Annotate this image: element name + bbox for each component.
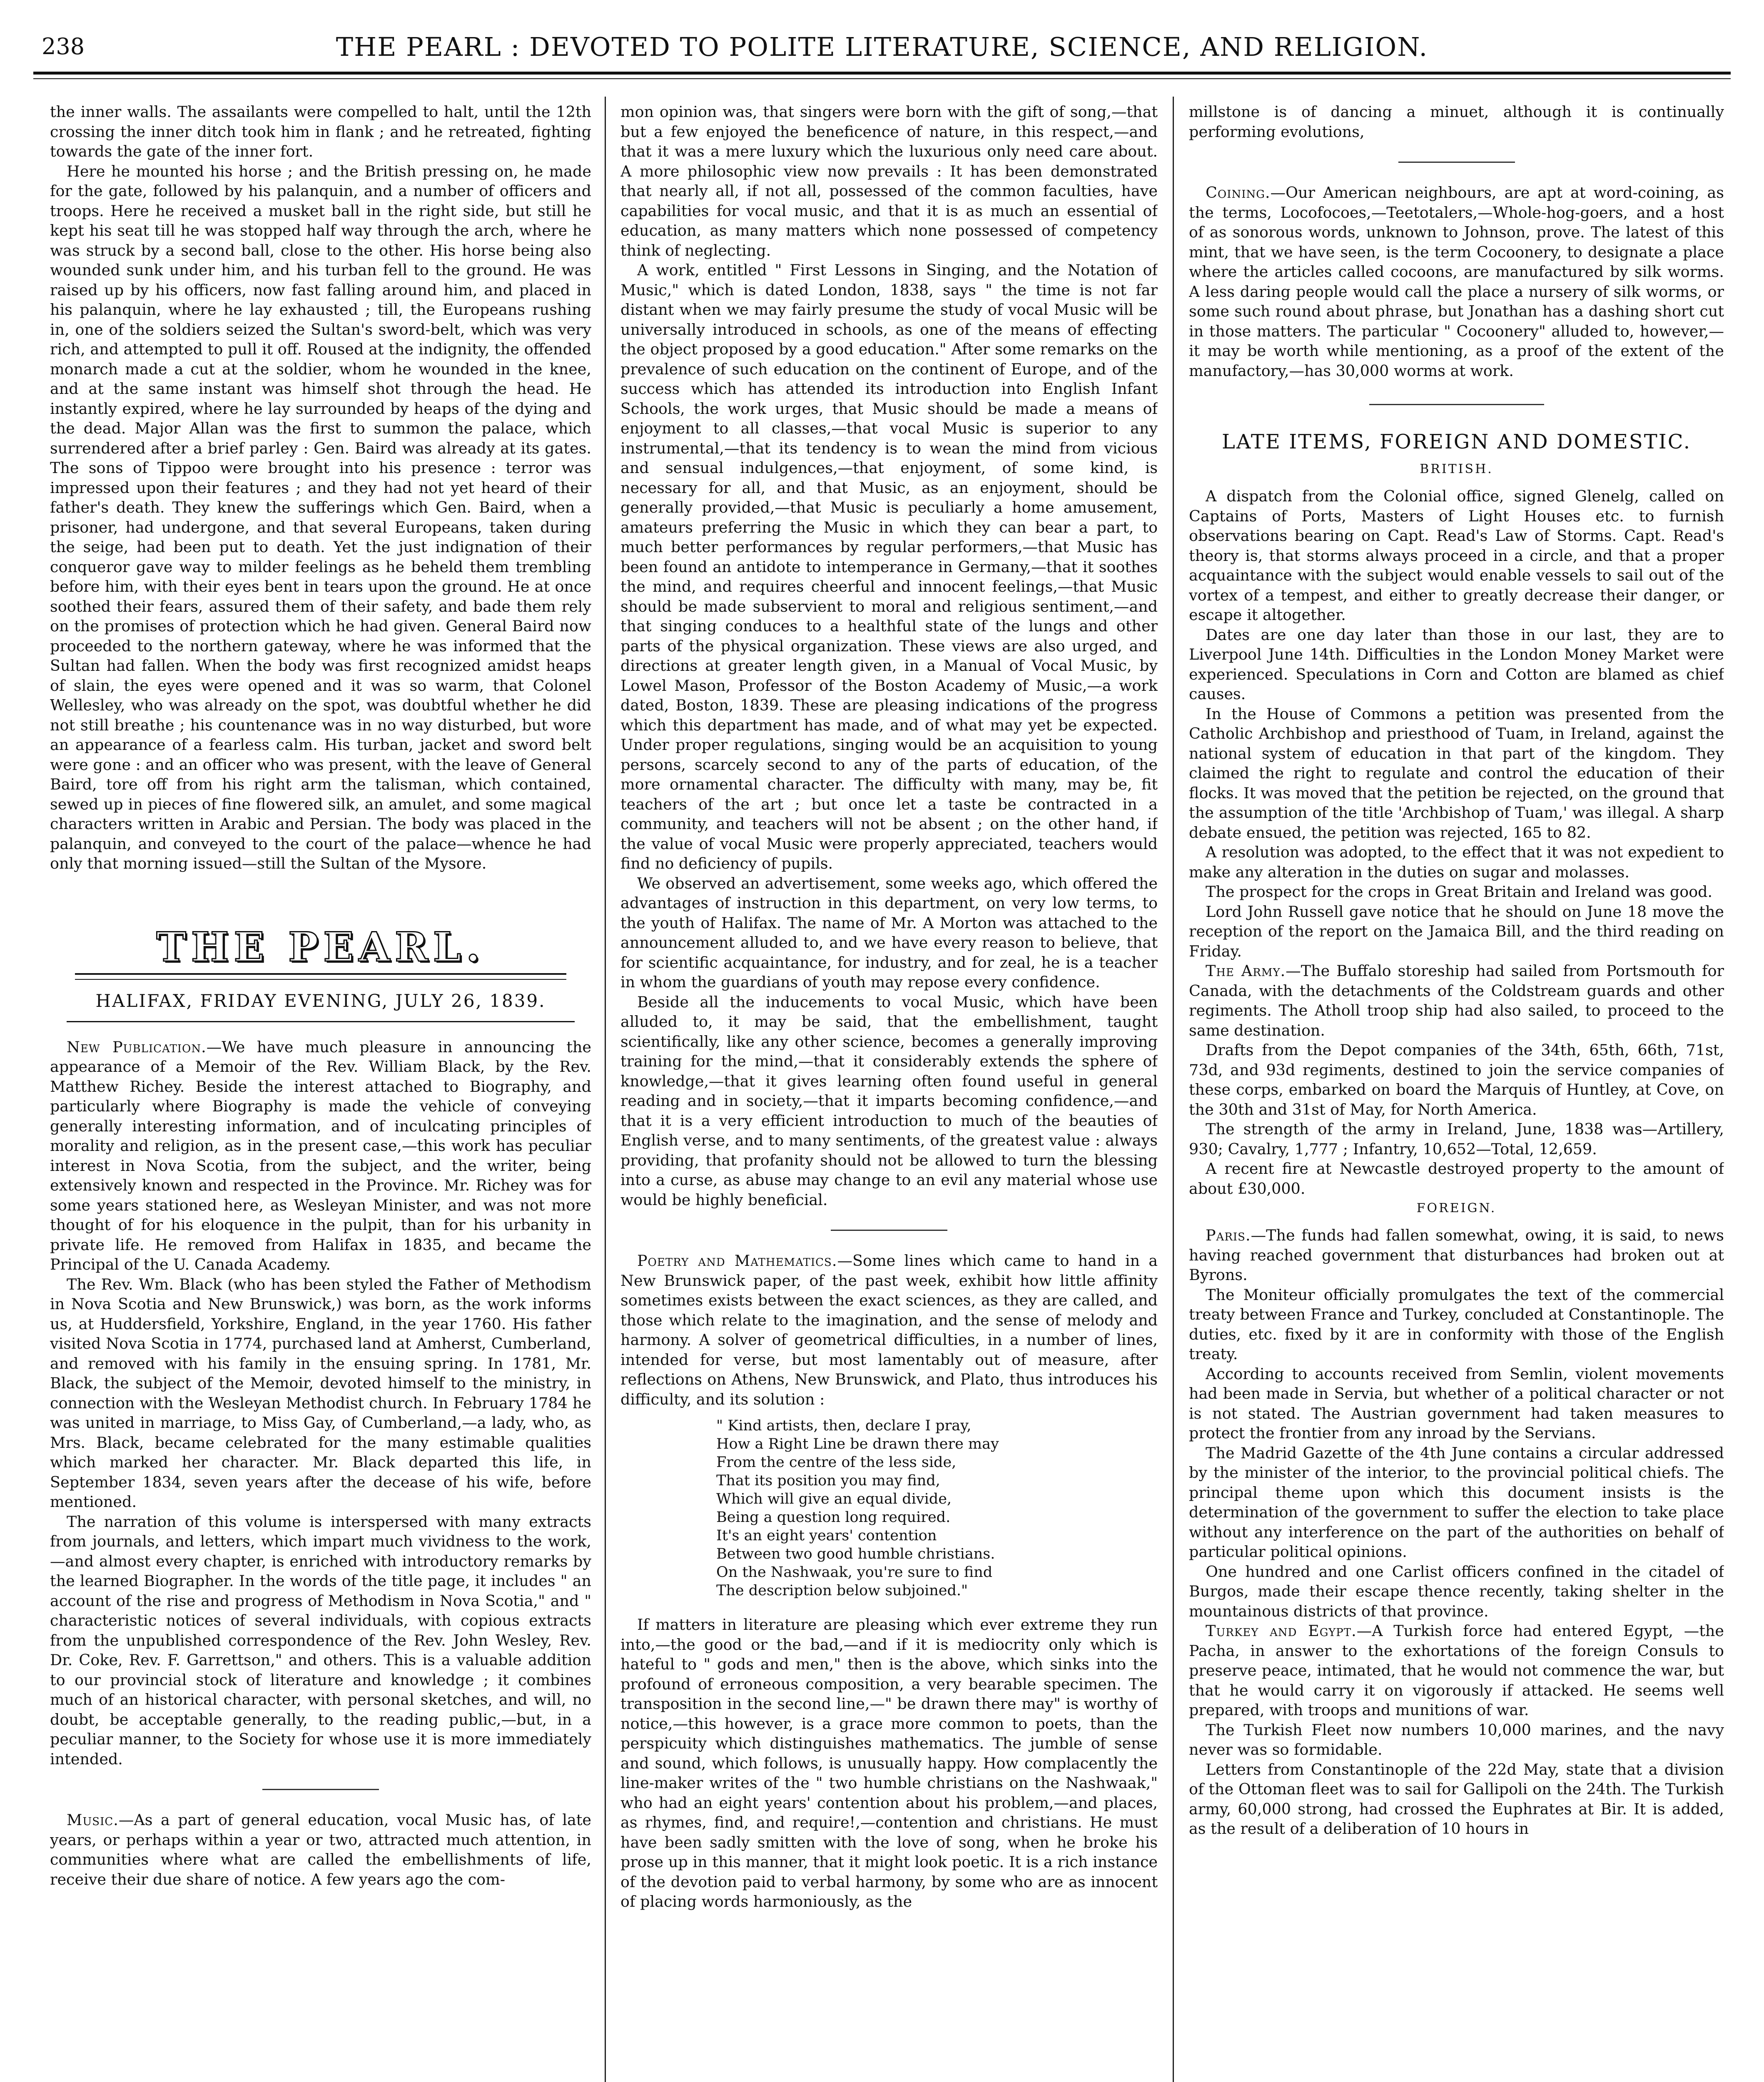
masthead-rule <box>75 973 566 980</box>
article-lead: The Army. <box>1206 962 1286 980</box>
article-body: —As a part of general education, vocal Music has, of late years, or perhaps within a year or two, attracted much attention, in communities where what are called the embellishments of life, receive their due share of notice. A few years ago the com- <box>50 1811 591 1888</box>
article-text: If matters in literature are pleasing which ever extreme they run into,—the good or the bad,—and if it is mediocrity only which is hateful to " gods and men," then is the above, which sinks into the profound of erroneous composition, a very bearable specimen. The transposition in the second line,—" be drawn there may" is worthy of notice,—this however, is a grace more common to poets, than the perspicuity which distinguishes mathematics. The jumble of sense and sound, which follows, is unusually happy. How complacently the line-maker writes of the " two humble christians on the Nashwaak," who had an eight years' contention about his problem,—and places, as rhymes, find, and require!,—contention and christians. He must have been sadly smitten with the love of song, when he broke his prose up in this manner, that it might look poetic. It is a rich instance of the devotion paid to verbal harmony, by some who are as innocent of placing words harmoniously, as the <box>620 1616 1158 1910</box>
article-paragraph <box>50 1810 591 1889</box>
article-body: —We have much pleasure in announcing the appearance of a Memoir of the Rev. William Black, by the Rev. Matthew Richey. Beside the interest attached to Biography, and particularly where Biography is made the vehicle of conveying generally interesting information, and of inculcating principles of morality and religion, as in the present case,—this work has peculiar interest in Nova Scotia, from the subject, and the writer, being extensively known and respected in the Province. Mr. Richey was for some years stationed here, as Wesleyan Minister, and was not more thought of for his eloquence in the pulpit, than for his urbanity in private life. He removed from Halifax in 1835, and became the Principal of the U. Canada Academy. <box>50 1038 591 1273</box>
header-rule-thin <box>33 78 1731 79</box>
masthead-dateline: HALIFAX, FRIDAY EVENING, JULY 26, 1839. <box>95 990 546 1011</box>
article-lead: Paris. <box>1206 1226 1251 1244</box>
article-paragraph <box>50 1037 591 1275</box>
column-divider-2 <box>1173 97 1174 2082</box>
newspaper-title: THE PEARL : DEVOTED TO POLITE LITERATURE, SCIENCE, AND RELIGION. <box>336 32 1428 62</box>
article-lead: Poetry and Mathematics. <box>637 1252 837 1270</box>
article-body: —The Buffalo storeship had sailed from Portsmouth for Canada, with the detachments of the Coldstream guards and other regiments. The Atholl troop ship had also sailed, to proceed to the same destination. <box>1189 962 1724 1039</box>
masthead-rule-bottom <box>67 1021 575 1022</box>
article-text: mon opinion was, that singers were born with the gift of song,—that but a few enjoyed the beneficence of nature, in this respect,—and that it was a mere luxury which the luxurious only need care about. A more philosophic view now prevails : It has been demonstrated that nearly all, if not all, possessed of the common faculties, have capabilities for vocal music, and that it is as much an essential of education, as many matters which none possessed of competency think of neglecting. <box>620 103 1158 259</box>
article-body: —The funds had fallen somewhat, owing, it is said, to news having reached government that disturbances had broken out at Byrons. <box>1189 1226 1724 1284</box>
column-2 <box>620 102 1158 2082</box>
article-text: The Rev. Wm. Black (who has been styled the Father of Methodism in Nova Scotia and New Brunswick,) was born, as the work informs us, at Huddersfield, Yorkshire, England, in the year 1760. His father visited Nova Scotia in 1774, purchased land at Amherst, Cumberland, and removed with his family in the ensuing spring. In 1781, Mr. Black, the subject of the Memoir, devoted himself to the ministry, in connection with the Wesleyan Methodist church. In February 1784 he was united in marriage, to Miss Gay, of Cumberland,—a lady, who, as Mrs. Black, became celebrated for the many estimable qualities which marked her character. Mr. Black departed this life, in September 1834, seven years after the decease of his wife, before mentioned. <box>50 1275 591 1511</box>
section-separator <box>262 1789 379 1790</box>
news-item: Letters from Constantinople of the 22d May, state that a division of the Ottoman fleet was to sail for Gallipoli on the 24th. The Turkish army, 60,000 strong, had crossed the Euphrates at Bir. It is added, as the result of a deliberation of 10 hours in <box>1189 1760 1724 1838</box>
section-separator <box>1398 162 1515 163</box>
news-item: A resolution was adopted, to the effect that it was not expedient to make any alteration in the duties on sugar and molasses. <box>1189 843 1724 881</box>
article-lead: Coining. <box>1206 184 1271 202</box>
column-1 <box>50 102 591 2082</box>
subsection-heading-foreign: FOREIGN. <box>1416 1201 1497 1215</box>
article-lead: Turkey and Egypt. <box>1206 1622 1357 1640</box>
article-paragraph <box>620 1251 1158 1409</box>
column-3 <box>1189 102 1724 2082</box>
poem-line: From the centre of the less side, <box>716 1454 957 1471</box>
article-text: Here he mounted his horse ; and the British pressing on, he made for the gate, followed by his palanquin, and a number of officers and troops. Here he received a musket ball in the right side, but still he kept his seat till he was stopped half way through the arch, where he was struck by a second ball, close to the other. His horse being also wounded sunk under him, and his turban fell to the ground. He was raised up by his officers, now fast falling around him, and placed in his palanquin, where he lay exhausted ; till, the Europeans rushing in, one of the soldiers seized the Sultan's sword-belt, which was very rich, and attempted to pull it off. Roused at the indignity, the offended monarch made a cut at the soldier, whom he wounded in the knee, and at the same instant was himself shot through the head. He instantly expired, where he lay surrounded by heaps of the dying and the dead. Major Allan was the first to summon the palace, which surrendered after a brief parley : Gen. Baird was already at its gates. The sons of Tippoo were brought into his presence : terror was impressed upon their features ; and they had not yet heard of their father's death. They knew the sufferings which Gen. Baird, when a prisoner, had undergone, and that several Europeans, taken during the seige, had been put to death. Yet the just indignation of their conqueror gave way to milder feelings as he beheld them trembling before him, with their eyes bent in tears upon the ground. He at once soothed their fears, assured them of their safety, and bade them rely on the promises of protection which he had given. General Baird now proceeded to the northern gateway, where he was informed that the Sultan had fallen. When the body was first recognized amidst heaps of slain, the eyes were opened and it was so warm, that Colonel Wellesley, who was already on the spot, was doubtful whether he did not still breathe ; his countenance was in no way disturbed, but wore an appearance of a fearless calm. His turban, jacket and sword belt were gone : and an officer who was present, with the leave of General Baird, tore off from his right arm the talisman, which contained, sewed up in pieces of fine flowered silk, an amulet, and some magical characters written in Arabic and Persian. The body was placed in the palanquin, and conveyed to the court of the palace—whence he had only that morning issued—still the Sultan of the Mysore. <box>50 162 591 872</box>
article-lead: Music. <box>67 1811 119 1829</box>
news-item: Dates are one day later than those in our last, they are to Liverpool June 14th. Difficulties in the London Money Market were experienced. Speculations in Corn and Cotton are blamed as chief causes. <box>1189 625 1724 703</box>
section-heading: LATE ITEMS, FOREIGN AND DOMESTIC. <box>1221 430 1692 453</box>
news-item: A recent fire at Newcastle destroyed property to the amount of about £30,000. <box>1189 1160 1724 1198</box>
article-lead: New Publication. <box>67 1038 207 1056</box>
poem-line: Which will give an equal divide, <box>716 1491 952 1507</box>
news-item <box>1189 1621 1724 1720</box>
article-body: —Our American neighbours, are apt at word-coining, as the terms, Locofocoes,—Teetotalers,—Whole-hog-goers, and a host of as sonorous words, unknown to Johnson, prove. The latest of this mint, that we have seen, is the term Cocoonery, to designate a place where the articles called cocoons, are manufactured by silk worms. A less daring people would call the place a nursery of silk worms, or some such round about phrase, but Jonathan has a dashing short cut in those matters. The particular " Cocoonery" alluded to, however,—it may be worth while mentioning, as a proof of the extent of the manufactory,—has 30,000 worms at work. <box>1189 184 1724 380</box>
news-item: Drafts from the Depot companies of the 34th, 65th, 66th, 71st, 73d, and 93d regiments, destined to join the service companies of these corps, embarked on board the Marquis of Huntley, at Cove, on the 30th and 31st of May, for North America. <box>1189 1041 1724 1118</box>
article-text: the inner walls. The assailants were compelled to halt, until the 12th crossing the inner ditch took him in flank ; and he retreated, fighting towards the gate of the inner fort. <box>50 103 591 160</box>
news-item: Lord John Russell gave notice that he should on June 18 move the reception of the report on the Jamaica Bill, and the third reading on Friday. <box>1189 902 1724 960</box>
article-text: Beside all the inducements to vocal Music, which have been alluded to, it may be said, that the embellishment, taught scientifically, like any other science, becomes a generally improving training for the mind,—that it considerably extends the sphere of knowledge,—that it gives learning often found useful in general reading and in society,—that it imparts becoming confidence,—and that it is a very efficient introduction to much of the beauties of English verse, and to many sentiments, of the greatest value : always providing, that profanity should not be allowed to turn the blessing into a curse, as abuse may change to an evil any material whose use would be highly beneficial. <box>620 993 1158 1209</box>
news-item: The strength of the army in Ireland, June, 1838 was—Artillery, 930; Cavalry, 1,777 ; Infantry, 10,652—Total, 12,659. <box>1189 1120 1724 1158</box>
poem-line: Being a question long required. <box>716 1509 951 1526</box>
news-item: In the House of Commons a petition was presented from the Catholic Archbishop and priesthood of Tuam, in Ireland, against the national system of education in that part of the kingdom. They claimed the right to regulate and control the education of their flocks. It was moved that the petition be rejected, on the ground that the assumption of the title 'Archbishop of Tuam,' was illegal. A sharp debate ensued, the petition was rejected, 165 to 82. <box>1189 705 1724 842</box>
poem-line: On the Nashwaak, you're sure to find <box>716 1564 993 1581</box>
page-number: 238 <box>42 33 85 60</box>
poem-line: How a Right Line be drawn there may <box>716 1436 999 1452</box>
news-item: The Moniteur officially promulgates the text of the commercial treaty between France and Turkey, concluded at Constantinople. The duties, etc. fixed by it are in conformity with those of the English treaty. <box>1189 1285 1724 1363</box>
poem-line: Between two good humble christians. <box>716 1546 995 1562</box>
news-item: The Turkish Fleet now numbers 10,000 marines, and the navy never was so formidable. <box>1189 1721 1724 1758</box>
section-separator <box>831 1230 947 1231</box>
poem-quote <box>716 1417 1158 1600</box>
news-item: The prospect for the crops in Great Britain and Ireland was good. <box>1206 883 1713 901</box>
section-separator <box>1369 404 1544 405</box>
poem-line: That its position you may find, <box>716 1472 940 1489</box>
masthead-title: THE PEARL. <box>156 923 485 971</box>
header-rule-thick <box>33 72 1731 75</box>
news-item: The Madrid Gazette of the 4th June contains a circular addressed by the minister of the interior, to the provincial political chiefs. The principal theme upon which this document insists is the determination of the government to suffer the election to take place without any interference on the part of the authorities on behalf of particular political opinions. <box>1189 1444 1724 1561</box>
news-item <box>1189 1225 1724 1285</box>
article-paragraph <box>1189 183 1724 381</box>
article-body: —Some lines which came to hand in a New Brunswick paper, of the past week, exhibit how little affinity sometimes exists between the exact sciences, as they are called, and those which relate to the imagination, and the sense of melody and harmony. A solver of geometrical difficulties, in a number of lines, intended for verse, but most lamentably out of measure, after reflections on Athens, New Brunswick, and Plato, thus introduces his difficulty, and its solution : <box>620 1252 1158 1408</box>
article-text: We observed an advertisement, some weeks ago, which offered the advantages of instruction in this department, on very low terms, to the youth of Halifax. The name of Mr. A Morton was attached to the announcement alluded to, and we have every reason to believe, that for scientific acquaintance, for industry, and for zeal, he is a teacher in whom the guardians of youth may repose every confidence. <box>620 874 1158 991</box>
column-divider-1 <box>605 97 606 2082</box>
poem-line: The description below subjoined." <box>716 1582 968 1599</box>
news-item: According to accounts received from Semlin, violent movements had been made in Servia, but whether of a political character or not is not stated. The Austrian government had taken measures to protect the frontier from any inroad by the Servians. <box>1189 1365 1724 1442</box>
article-body: —A Turkish force had entered Egypt, —the Pacha, in answer to the exhortations of the foreign Consuls to preserve peace, intimated, that he would not commence the war, but that he would carry it on vigorously if attacked. He seems well prepared, with troops and munitions of war. <box>1189 1622 1724 1719</box>
page-header <box>33 29 1731 67</box>
poem-line: " Kind artists, then, declare I pray, <box>716 1417 972 1434</box>
poem-line: It's an eight years' contention <box>716 1527 937 1544</box>
news-item: A dispatch from the Colonial office, signed Glenelg, called on Captains of Ports, Masters of Light Houses etc. to furnish observations bearing on Capt. Read's Law of Storms. Capt. Read's theory is, that storms always proceed in a circle, and that a proper acquaintance with the subject would enable vessels to sail out of the vortex of a tempest, and either to greatly decrease their danger, or escape it altogether. <box>1189 487 1724 624</box>
news-item: One hundred and one Carlist officers confined in the citadel of Burgos, made their escape thence recently, taking shelter in the mountainous districts of that province. <box>1189 1562 1724 1620</box>
article-text: The narration of this volume is interspersed with many extracts from journals, and letters, which impart much vividness to the work,—and almost every chapter, is enriched with introductory remarks by the learned Biographer. In the words of the title page, it includes " an account of the rise and progress of Methodism in Nova Scotia," and " characteristic notices of several individuals, with copious extracts from the unpublished correspondence of the Rev. John Wesley, Rev. Dr. Coke, Rev. F. Garrettson," and others. This is a valuable addition to our provincial stock of literature and knowledge ; it combines much of an historical character, with personal sketches, and will, no doubt, be acceptable generally, to the reading public,—but, in a peculiar manner, to the Society for whose use it is more immediately intended. <box>50 1512 591 1768</box>
news-item <box>1189 961 1724 1040</box>
article-text: millstone is of dancing a minuet, although it is continually performing evolutions, <box>1189 103 1724 141</box>
masthead <box>50 924 591 1022</box>
article-text: A work, entitled " First Lessons in Singing, and the Notation of Music," which is dated London, 1838, says " the time is not far distant when we may fairly presume the study of vocal Music will be universally introduced in schools, as one of the means of effecting the object proposed by a good education." After some remarks on the prevalence of such education on the continent of Europe, and of the success which has attended its introduction into English Infant Schools, the work urges, that Music should be made a means of enjoyment to all classes,—that vocal Music is superior to any instrumental,—that its tendency is to wean the mind from vicious and sensual indulgences,—that enjoyment, of some kind, is necessary for all, and that Music, as an enjoyment, should be generally provided,—that Music is peculiarly a home amusement, amateurs preferring the Music in which they can bear a part, to much better performances by regular performers,—that Music has been found an antidote to intemperance in Germany,—that it soothes the mind, and requires cheerful and innocent feelings,—that Music should be made subservient to moral and religious sentiment,—and that singing conduces to a healthful state of the lungs and other parts of the physical organization. These views are also urged, and directions at greater length given, in a Manual of Vocal Music, by Lowel Mason, Professor of the Boston Academy of Music,—a work dated, Boston, 1839. These are pleasing indications of the progress which this department has made, and of what may yet be expected. Under proper regulations, singing would be an acquisition to young persons, scarcely second to any of the parts of education, of the more ornamental character. The difficulty with many, may be, fit teachers of the art ; but once let a taste be contracted in a community, and teachers will not be absent ; on the other hand, if the value of vocal Music were properly appreciated, teachers would find no deficiency of pupils. <box>620 261 1158 872</box>
subsection-heading-british: BRITISH. <box>1420 462 1493 476</box>
